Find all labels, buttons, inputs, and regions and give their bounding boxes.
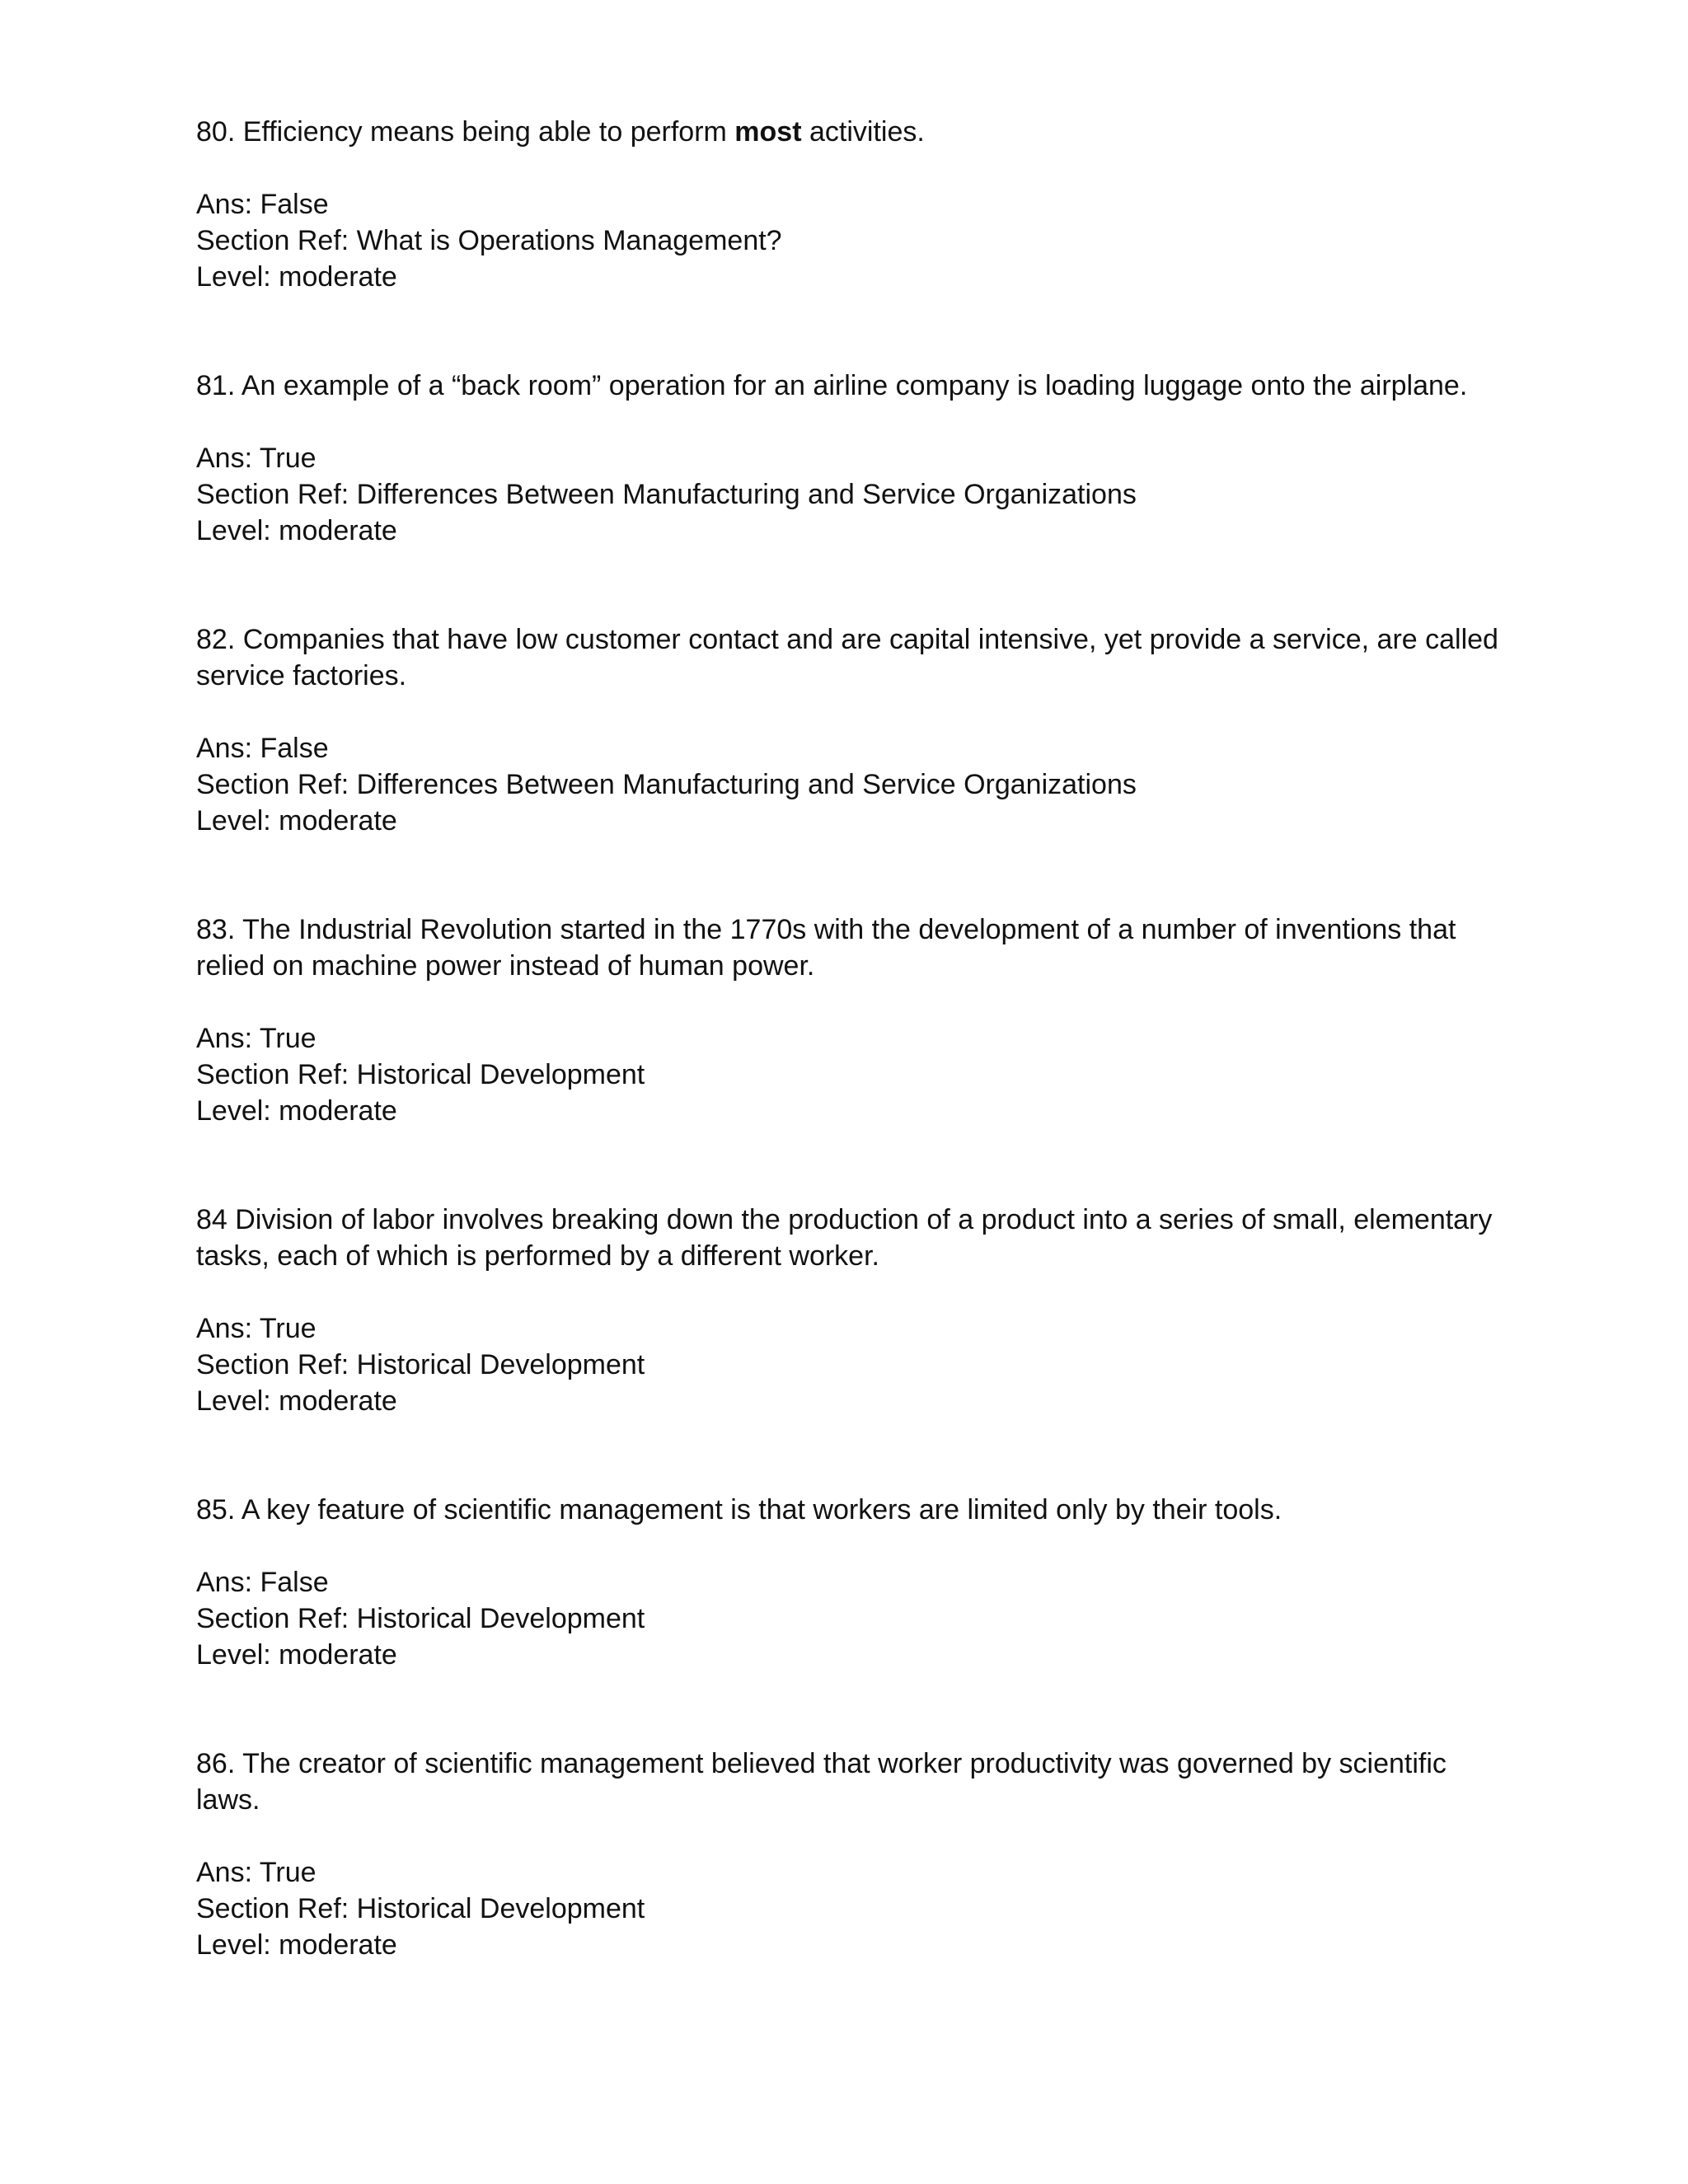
question-text (196, 621, 1515, 694)
section-ref-line: Section Ref: Historical Development (196, 1893, 645, 1924)
question-83 (196, 912, 1515, 1129)
question-text-start: A key feature of scientific management is that workers are limited only by their tools. (235, 1494, 1282, 1526)
level-line: Level: moderate (196, 515, 397, 546)
answer-line: Ans: False (196, 189, 329, 220)
question-number: 82. (196, 624, 236, 655)
question-text-start: The Industrial Revolution started in the 1770s with the development of a number of inventions that relied on machine power instead of human power. (196, 914, 1456, 982)
question-number: 81. (196, 370, 236, 401)
question-number: 80. (196, 116, 236, 148)
question-text-start: The creator of scientific management believed that worker productivity was governed by scientific laws. (196, 1748, 1447, 1816)
level-line: Level: moderate (196, 1095, 397, 1127)
answer-line: Ans: False (196, 1567, 329, 1598)
question-number: 84 (196, 1204, 227, 1235)
answer-line: Ans: True (196, 443, 316, 474)
level-line: Level: moderate (196, 261, 397, 293)
section-ref-line: Section Ref: Historical Development (196, 1603, 645, 1634)
question-84 (196, 1202, 1515, 1419)
section-ref-line: Section Ref: Historical Development (196, 1349, 645, 1380)
answer-line: Ans: True (196, 1857, 316, 1888)
section-ref-line: Section Ref: What is Operations Management? (196, 225, 782, 256)
question-text-start: Efficiency means being able to perform (235, 116, 735, 148)
question-bold-word: most (734, 116, 802, 148)
question-80 (196, 114, 1515, 295)
section-ref-line: Section Ref: Differences Between Manufacturing and Service Organizations (196, 479, 1137, 510)
question-85 (196, 1492, 1515, 1673)
question-text (196, 1202, 1515, 1274)
level-line: Level: moderate (196, 1929, 397, 1961)
question-text-end: activities. (801, 116, 925, 148)
question-list (196, 114, 1515, 2036)
question-81 (196, 368, 1515, 549)
question-number: 86. (196, 1748, 236, 1779)
question-text (196, 1746, 1515, 1818)
question-text-start: Division of labor involves breaking down the production of a product into a series of small, elementary tasks, each of which is performed by a different worker. (196, 1204, 1493, 1272)
question-82 (196, 621, 1515, 839)
answer-line: Ans: True (196, 1313, 316, 1344)
question-text-start: An example of a “back room” operation for an airline company is loading luggage onto the airplane. (235, 370, 1468, 401)
question-text-start: Companies that have low customer contact and are capital intensive, yet provide a service, are called service factories. (196, 624, 1498, 691)
question-text (196, 1492, 1515, 1528)
answer-line: Ans: False (196, 733, 329, 764)
question-text (196, 912, 1515, 984)
level-line: Level: moderate (196, 1639, 397, 1671)
answer-line: Ans: True (196, 1023, 316, 1054)
question-86 (196, 1746, 1515, 1963)
section-ref-line: Section Ref: Differences Between Manufacturing and Service Organizations (196, 769, 1137, 800)
question-number: 85. (196, 1494, 236, 1526)
level-line: Level: moderate (196, 805, 397, 837)
level-line: Level: moderate (196, 1385, 397, 1417)
section-ref-line: Section Ref: Historical Development (196, 1059, 645, 1090)
question-number: 83. (196, 914, 236, 945)
question-text (196, 114, 1515, 150)
question-text (196, 368, 1515, 404)
